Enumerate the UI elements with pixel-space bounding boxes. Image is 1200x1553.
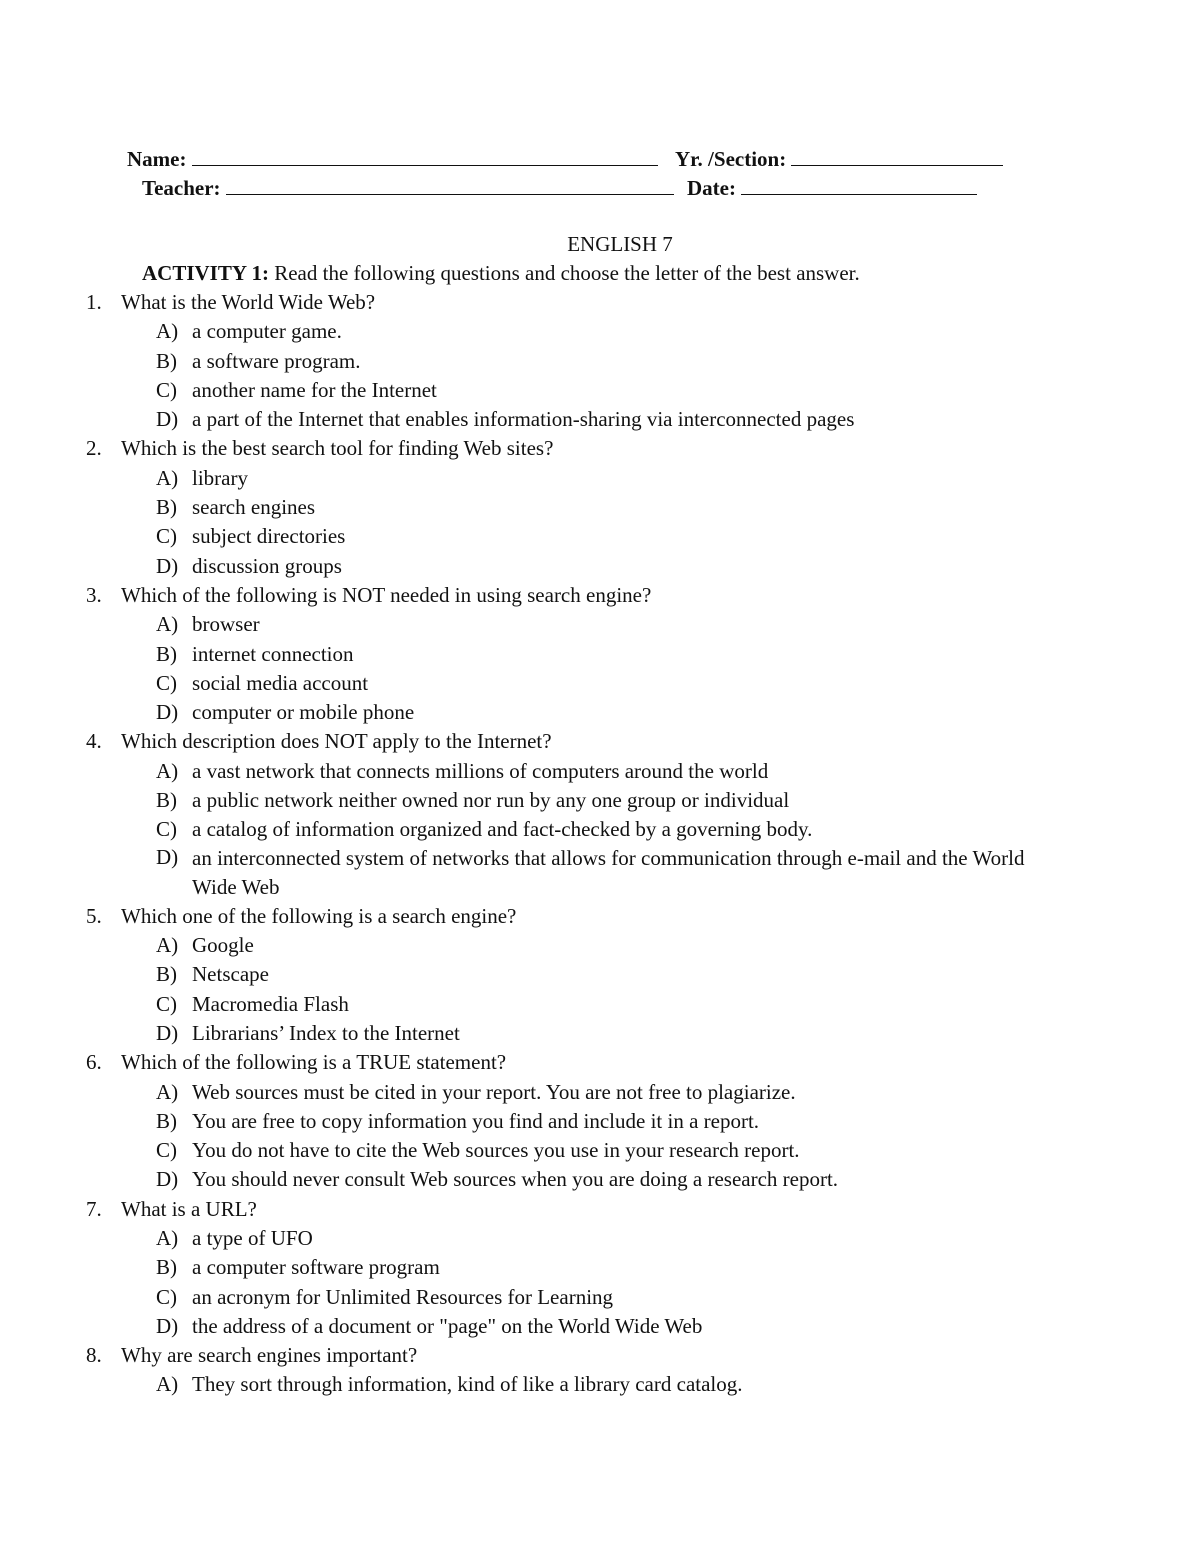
answer-option[interactable] [0, 932, 1200, 961]
option-letter: A) [156, 1226, 179, 1250]
answer-option[interactable] [0, 348, 1200, 377]
option-text: a catalog of information organized and fact-checked by a governing body. [192, 817, 813, 842]
answer-option[interactable] [0, 1137, 1200, 1166]
option-text: computer or mobile phone [192, 700, 415, 725]
option-letter: B) [156, 348, 177, 373]
answer-option[interactable] [0, 553, 1200, 582]
answer-option[interactable] [0, 1284, 1200, 1313]
option-text: Google [192, 933, 254, 958]
option-letter: B) [156, 495, 177, 520]
option-text: You do not have to cite the Web sources you use in your research report. [192, 1138, 800, 1163]
option-letter: A) [156, 933, 179, 958]
page-title: ENGLISH 7 [567, 232, 673, 256]
option-letter: B) [156, 962, 177, 987]
option-letter: B) [156, 1108, 177, 1133]
option-letter: A) [156, 319, 179, 344]
date-label: Date: [687, 176, 736, 200]
option-letter: A) [156, 1372, 179, 1397]
option-text: You are free to copy information you find and include it in a report. [192, 1108, 760, 1133]
answer-option[interactable] [0, 1108, 1200, 1137]
option-letter: D) [156, 1167, 179, 1192]
question-item [0, 728, 1200, 757]
option-letter: D) [156, 553, 179, 578]
question-text: Which one of the following is a search engine? [121, 903, 517, 928]
answer-option[interactable] [0, 641, 1200, 670]
answer-option[interactable] [0, 758, 1200, 787]
question-item [0, 289, 1200, 318]
name-label: Name: [127, 147, 187, 171]
answer-option[interactable] [0, 465, 1200, 494]
section-input-line[interactable] [791, 145, 1003, 166]
option-letter: B) [156, 1255, 177, 1280]
option-text: a part of the Internet that enables information-sharing via interconnected pages [192, 407, 855, 432]
question-item [0, 1196, 1200, 1225]
teacher-input-line[interactable] [226, 174, 674, 195]
option-letter: B) [156, 641, 177, 666]
option-letter: C) [156, 524, 177, 549]
option-text: a vast network that connects millions of computers around the world [192, 758, 769, 783]
option-letter: C) [156, 1138, 177, 1163]
option-letter: D) [156, 407, 179, 432]
instruction-text: Read the following questions and choose the letter of the best answer. [274, 261, 860, 285]
question-item [0, 435, 1200, 464]
answer-option[interactable] [0, 523, 1200, 552]
answer-option[interactable] [0, 406, 1200, 435]
option-text: the address of a document or "page" on the World Wide Web [192, 1313, 703, 1338]
option-text: Netscape [192, 962, 269, 987]
answer-option[interactable] [0, 1166, 1200, 1195]
option-letter: A) [156, 465, 179, 490]
activity-instruction [142, 260, 860, 286]
question-text: Which description does NOT apply to the Internet? [121, 729, 552, 754]
option-letter: D) [156, 700, 179, 725]
option-text: social media account [192, 670, 369, 695]
option-text: a type of UFO [192, 1226, 313, 1250]
answer-option[interactable] [0, 1254, 1200, 1283]
teacher-label: Teacher: [142, 176, 221, 200]
option-letter: B) [156, 788, 177, 813]
option-text: a computer game. [192, 319, 342, 344]
question-number: 5. [86, 903, 102, 928]
option-text: library [192, 465, 248, 490]
answer-option[interactable] [0, 1020, 1200, 1049]
question-item [0, 903, 1200, 932]
option-text: a software program. [192, 348, 361, 373]
answer-option[interactable] [0, 961, 1200, 990]
option-text: They sort through information, kind of like a library card catalog. [192, 1372, 743, 1397]
question-item [0, 582, 1200, 611]
option-letter: D) [156, 845, 179, 870]
option-text: another name for the Internet [192, 377, 437, 402]
date-field-row [687, 174, 977, 201]
answer-option[interactable] [0, 1371, 1200, 1400]
answer-option[interactable] [0, 670, 1200, 699]
answer-option[interactable] [0, 318, 1200, 347]
option-letter: C) [156, 991, 177, 1016]
option-letter: A) [156, 1079, 179, 1104]
question-item [0, 1342, 1200, 1371]
option-text: You should never consult Web sources when you are doing a research report. [192, 1167, 839, 1192]
answer-option[interactable] [0, 816, 1200, 845]
option-text: Librarians’ Index to the Internet [192, 1020, 460, 1045]
answer-option[interactable] [0, 1079, 1200, 1108]
option-text: Macromedia Flash [192, 991, 349, 1016]
question-number: 1. [86, 290, 102, 314]
question-text: Which of the following is NOT needed in using search engine? [121, 582, 652, 607]
question-item [0, 1049, 1200, 1078]
option-text: an interconnected system of networks that allows for communication through e-mail and the World Wide Web [192, 846, 1025, 900]
option-letter: C) [156, 817, 177, 842]
question-number: 4. [86, 729, 102, 754]
option-text: subject directories [192, 524, 346, 549]
option-letter: D) [156, 1020, 179, 1045]
option-letter: D) [156, 1313, 179, 1338]
answer-option[interactable] [0, 611, 1200, 640]
question-number: 3. [86, 582, 102, 607]
answer-option[interactable] [0, 844, 1200, 903]
question-text: Which of the following is a TRUE statement? [121, 1050, 507, 1075]
option-letter: A) [156, 612, 179, 637]
question-text: Which is the best search tool for finding Web sites? [121, 436, 554, 461]
answer-option[interactable] [0, 377, 1200, 406]
activity-label: ACTIVITY 1: [142, 261, 269, 285]
option-text: internet connection [192, 641, 354, 666]
date-input-line[interactable] [741, 174, 977, 195]
option-text: a computer software program [192, 1255, 440, 1280]
option-letter: C) [156, 377, 177, 402]
question-number: 6. [86, 1050, 102, 1075]
question-number: 2. [86, 436, 102, 461]
question-number: 8. [86, 1343, 102, 1368]
option-text: browser [192, 612, 260, 637]
name-field-row [127, 145, 658, 172]
option-text: Web sources must be cited in your report. You are not free to plagiarize. [192, 1079, 796, 1104]
name-input-line[interactable] [192, 145, 658, 166]
option-letter: A) [156, 758, 179, 783]
option-text: discussion groups [192, 553, 342, 578]
option-letter: C) [156, 1284, 177, 1309]
question-list [0, 289, 1200, 1401]
answer-option[interactable] [0, 787, 1200, 816]
question-number: 7. [86, 1196, 102, 1221]
answer-option[interactable] [0, 1225, 1200, 1254]
answer-option[interactable] [0, 699, 1200, 728]
option-text: a public network neither owned nor run by any one group or individual [192, 788, 790, 813]
teacher-field-row [142, 174, 674, 201]
option-letter: C) [156, 670, 177, 695]
option-text: an acronym for Unlimited Resources for Learning [192, 1284, 614, 1309]
section-label: Yr. /Section: [675, 147, 787, 171]
question-text: What is the World Wide Web? [121, 290, 376, 314]
question-text: Why are search engines important? [121, 1343, 418, 1368]
answer-option[interactable] [0, 991, 1200, 1020]
answer-option[interactable] [0, 494, 1200, 523]
question-text: What is a URL? [121, 1196, 257, 1221]
answer-option[interactable] [0, 1313, 1200, 1342]
option-text: search engines [192, 495, 316, 520]
section-field-row [675, 145, 1003, 172]
